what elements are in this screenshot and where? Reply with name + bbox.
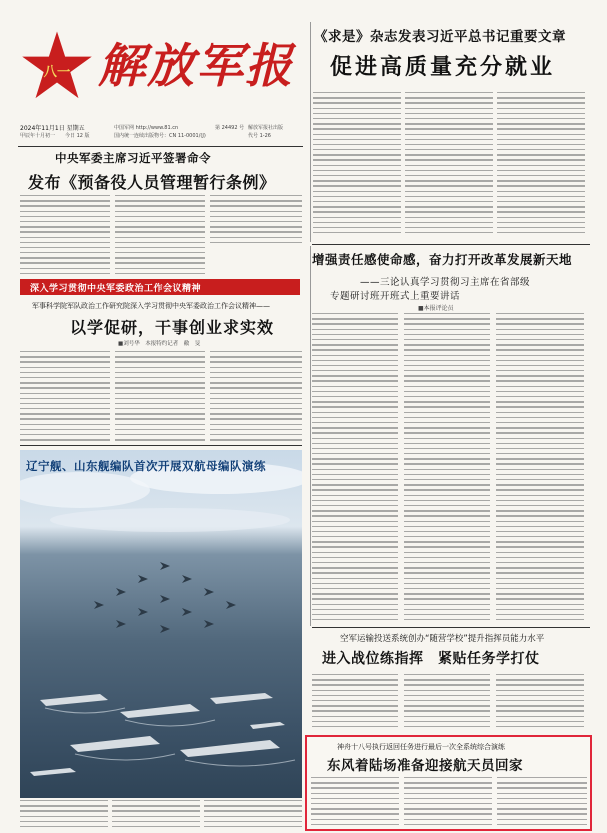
- highlight-headline: 东风着陆场准备迎接航天员回家: [327, 758, 523, 774]
- lower-headline[interactable]: 进入战位练指挥 紧贴任务学打仗: [322, 651, 540, 667]
- highlight-body-text-3: [497, 777, 587, 829]
- lower-body-text-2: [404, 674, 490, 732]
- commentary-body-text: [312, 313, 398, 623]
- photo-text-3: [204, 800, 302, 830]
- commentary-subhead-1: ——三论认真学习贯彻习主席在省部级: [360, 277, 531, 288]
- mid-body-text-2: [115, 351, 205, 443]
- highlight-body-text: [311, 777, 399, 829]
- left-body-text: [20, 195, 110, 275]
- serial-number: 第 24492 号: [215, 125, 245, 131]
- commentary-body-text-2: [404, 313, 490, 623]
- highlight-kicker: 神舟十八号执行返回任务进行最后一次全系统综合演练: [337, 743, 505, 751]
- mid-body-text: [20, 351, 110, 443]
- carrier-fleet-illustration: [20, 450, 302, 798]
- lower-kicker[interactable]: 空军运输投送系统创办“随营学校”提升指挥员能力水平: [340, 634, 545, 644]
- lunar-date: 甲辰年十月初一: [20, 133, 56, 139]
- mid-byline: ■刘号华 本报特约记者 敝 旻: [118, 341, 201, 347]
- left-body-text-2: [115, 195, 205, 275]
- commentary-byline: ■本报评论员: [418, 305, 454, 312]
- issn-number: 国内统一连续出版物号：CN 11-0001/(J): [114, 133, 206, 139]
- star-emblem-icon: [20, 30, 94, 104]
- commentary-headline[interactable]: 增强责任感使命感，奋力打开改革发展新天地: [312, 252, 573, 267]
- mid-headline[interactable]: 以学促研，干事创业求实效: [70, 318, 275, 337]
- highlight-body-text-2: [404, 777, 492, 829]
- svg-text:八一: 八一: [43, 64, 71, 80]
- commentary-body-text-3: [496, 313, 584, 623]
- masthead-title: 解放军报: [98, 39, 294, 94]
- lead-headline[interactable]: 促进高质量充分就业: [330, 55, 556, 80]
- banner-label: 深入学习贯彻中央军委政治工作会议精神: [30, 284, 202, 294]
- photo-caption: 辽宁舰、山东舰编队首次开展双航母编队演练: [26, 459, 266, 473]
- left-kicker[interactable]: 中央军委主席习近平签署命令: [55, 151, 211, 165]
- masthead-info: [20, 123, 305, 145]
- lead-kicker[interactable]: 《求是》杂志发表习近平总书记重要文章: [314, 29, 566, 45]
- postal-code: 代号 1-26: [248, 133, 271, 139]
- publisher: 解放军报社出版: [248, 125, 284, 131]
- issue-date: 2024年11月1日 星期五: [20, 125, 85, 132]
- photo-text: [20, 800, 108, 830]
- left-headline[interactable]: 发布《预备役人员管理暂行条例》: [28, 173, 276, 192]
- highlight-box[interactable]: [305, 735, 592, 831]
- photo-text-2: [112, 800, 200, 830]
- mid-body-text-3: [210, 351, 302, 443]
- edition-count: 今日 12 版: [65, 133, 90, 139]
- website: 中国军网 http://www.81.cn: [114, 125, 179, 131]
- lead-body-text-3: [497, 92, 585, 242]
- lower-body-text: [312, 674, 398, 732]
- banner-bar[interactable]: [20, 279, 300, 295]
- left-body-text-3: [210, 195, 302, 245]
- lower-body-text-3: [496, 674, 584, 732]
- carrier-photo[interactable]: [20, 450, 302, 798]
- lead-body-text: [313, 92, 401, 242]
- mid-kicker[interactable]: 军事科学院军队政治工作研究院深入学习贯彻中央军委政治工作会议精神——: [32, 302, 270, 310]
- lead-body-text-2: [405, 92, 493, 242]
- commentary-subhead-2: 专题研讨班开班式上重要讲话: [330, 291, 461, 302]
